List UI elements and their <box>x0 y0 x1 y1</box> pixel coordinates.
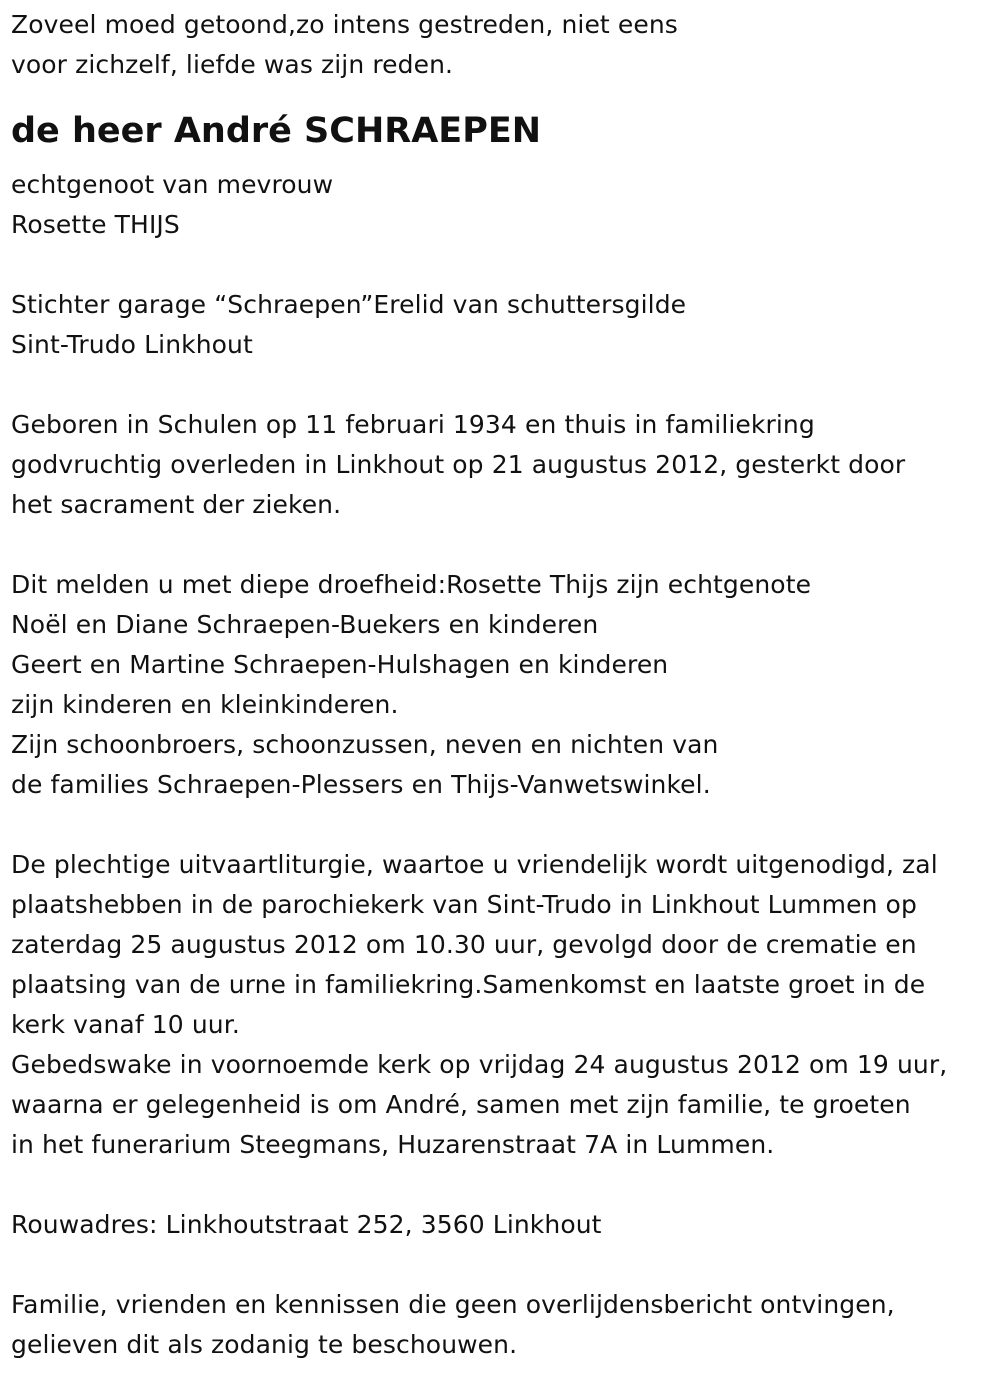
announcers-block <box>11 565 996 805</box>
roles-line: Sint-Trudo Linkhout <box>11 330 253 359</box>
announcers-line: Noël en Diane Schraepen-Buekers en kinderen <box>11 610 599 639</box>
announcers-line: Dit melden u met diepe droefheid:Rosette Thijs zijn echtgenote <box>11 570 812 599</box>
deceased-name: de heer André SCHRAEPEN <box>11 111 542 151</box>
funeral-line: kerk vanaf 10 uur. <box>11 1010 240 1039</box>
birth-death-line: godvruchtig overleden in Linkhout op 21 augustus 2012, gesterkt door <box>11 450 906 479</box>
funeral-line: De plechtige uitvaartliturgie, waartoe u vriendelijk wordt uitgenodigd, zal <box>11 850 938 879</box>
epigraph-line: Zoveel moed getoond,zo intens gestreden, niet eens <box>11 10 678 39</box>
roles-block <box>11 285 996 365</box>
address-block <box>11 1205 996 1245</box>
announcers-line: Zijn schoonbroers, schoonzussen, neven en nichten van <box>11 730 719 759</box>
closing-line: gelieven dit als zodanig te beschouwen. <box>11 1330 518 1359</box>
epigraph <box>11 5 996 85</box>
epigraph-line: voor zichzelf, liefde was zijn reden. <box>11 50 454 79</box>
funeral-line: zaterdag 25 augustus 2012 om 10.30 uur, gevolgd door de crematie en <box>11 930 917 959</box>
closing-block <box>11 1285 996 1365</box>
obituary-notice <box>11 0 996 1365</box>
funeral-line: waarna er gelegenheid is om André, samen met zijn familie, te groeten <box>11 1090 911 1119</box>
funeral-block <box>11 845 996 1165</box>
spouse-line: echtgenoot van mevrouw <box>11 170 334 199</box>
closing-line: Familie, vrienden en kennissen die geen overlijdensbericht ontvingen, <box>11 1290 895 1319</box>
address-line: Rouwadres: Linkhoutstraat 252, 3560 Linkhout <box>11 1210 602 1239</box>
birth-death-block <box>11 405 996 525</box>
roles-line: Stichter garage “Schraepen”Erelid van schuttersgilde <box>11 290 687 319</box>
announcers-line: Geert en Martine Schraepen-Hulshagen en kinderen <box>11 650 669 679</box>
birth-death-line: Geboren in Schulen op 11 februari 1934 en thuis in familiekring <box>11 410 815 439</box>
announcers-line: de families Schraepen-Plessers en Thijs-Vanwetswinkel. <box>11 770 711 799</box>
announcers-line: zijn kinderen en kleinkinderen. <box>11 690 399 719</box>
funeral-line: in het funerarium Steegmans, Huzarenstraat 7A in Lummen. <box>11 1130 775 1159</box>
funeral-line: Gebedswake in voornoemde kerk op vrijdag 24 augustus 2012 om 19 uur, <box>11 1050 948 1079</box>
funeral-line: plaatsing van de urne in familiekring.Samenkomst en laatste groet in de <box>11 970 926 999</box>
funeral-line: plaatshebben in de parochiekerk van Sint-Trudo in Linkhout Lummen op <box>11 890 917 919</box>
birth-death-line: het sacrament der zieken. <box>11 490 342 519</box>
spouse-block <box>11 165 996 245</box>
spouse-line: Rosette THIJS <box>11 210 180 239</box>
